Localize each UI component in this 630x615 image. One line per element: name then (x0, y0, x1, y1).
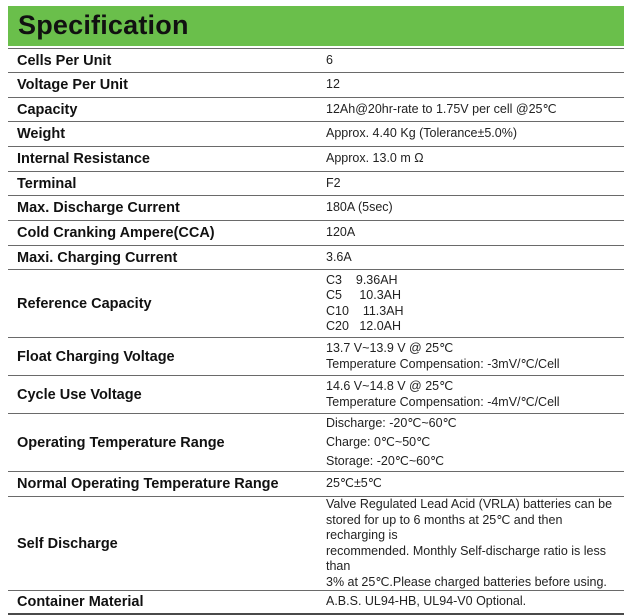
spec-table (8, 48, 624, 615)
value-line: 6 (326, 52, 333, 67)
row-label: Cells Per Unit (8, 49, 317, 73)
row-label: Reference Capacity (8, 270, 317, 338)
row-value (317, 172, 624, 196)
value-line: F2 (326, 175, 341, 190)
row-label: Container Material (8, 591, 317, 614)
table-row (8, 221, 624, 246)
row-label: Voltage Per Unit (8, 73, 317, 98)
row-value (317, 338, 624, 376)
row-label: Cycle Use Voltage (8, 376, 317, 414)
row-value (317, 472, 624, 497)
value-line: Storage: -20℃~60℃ (326, 454, 445, 468)
row-value (317, 73, 624, 98)
value-line: recommended. Monthly Self-discharge ratio is less than (326, 543, 606, 573)
table-row (8, 196, 624, 221)
spec-header (8, 6, 624, 46)
table-row (8, 246, 624, 270)
row-label: Weight (8, 122, 317, 147)
value-line: Discharge: -20℃~60℃ (326, 416, 457, 430)
row-value (317, 414, 624, 472)
value-line: Temperature Compensation: -3mV/℃/Cell (326, 356, 560, 371)
table-row (8, 172, 624, 196)
value-line: 3.6A (326, 249, 352, 264)
row-label: Terminal (8, 172, 317, 196)
row-label: Capacity (8, 98, 317, 122)
table-row (8, 414, 624, 472)
row-label: Self Discharge (8, 497, 317, 591)
row-value (317, 196, 624, 221)
row-label: Cold Cranking Ampere(CCA) (8, 221, 317, 246)
value-line: C10 11.3AH (326, 303, 404, 318)
table-row (8, 472, 624, 497)
row-value (317, 246, 624, 270)
value-line: 13.7 V~13.9 V @ 25℃ (326, 341, 454, 355)
value-line: Charge: 0℃~50℃ (326, 435, 431, 449)
value-line: Approx. 4.40 Kg (Tolerance±5.0%) (326, 126, 517, 141)
row-label: Max. Discharge Current (8, 196, 317, 221)
value-line: C5 10.3AH (326, 288, 402, 302)
row-label: Internal Resistance (8, 147, 317, 172)
value-line: 180A (5sec) (326, 200, 393, 215)
table-row (8, 147, 624, 172)
value-line: C20 12.0AH (326, 319, 402, 333)
table-row (8, 98, 624, 122)
value-line: stored for up to 6 months at 25℃ and then recharging is (326, 512, 563, 542)
row-value (317, 376, 624, 414)
value-line: 12 (326, 77, 340, 92)
row-value (317, 147, 624, 172)
table-row (8, 49, 624, 73)
value-line: C3 9.36AH (326, 272, 398, 287)
row-value (317, 221, 624, 246)
row-label: Float Charging Voltage (8, 338, 317, 376)
table-row (8, 591, 624, 614)
row-value (317, 270, 624, 338)
row-label: Maxi. Charging Current (8, 246, 317, 270)
value-line: A.B.S. UL94-HB, UL94-V0 Optional. (326, 594, 527, 608)
page-title: Specification (18, 10, 189, 40)
value-line: 25℃±5℃ (326, 476, 382, 491)
value-line: 12Ah@20hr-rate to 1.75V per cell @25℃ (326, 101, 557, 116)
row-label: Operating Temperature Range (8, 414, 317, 472)
table-row (8, 338, 624, 376)
table-row (8, 270, 624, 338)
table-row (8, 497, 624, 591)
row-value (317, 98, 624, 122)
value-line: 14.6 V~14.8 V @ 25℃ (326, 379, 454, 393)
row-value (317, 49, 624, 73)
row-value (317, 497, 624, 591)
table-row (8, 122, 624, 147)
table-row (8, 376, 624, 414)
value-line: 3% at 25℃.Please charged batteries before using. (326, 574, 607, 589)
value-line: Approx. 13.0 m Ω (326, 151, 424, 166)
table-row (8, 73, 624, 98)
row-label: Normal Operating Temperature Range (8, 472, 317, 497)
value-line: Temperature Compensation: -4mV/℃/Cell (326, 394, 560, 409)
row-value (317, 591, 624, 614)
row-value (317, 122, 624, 147)
value-line: 120A (326, 225, 356, 240)
value-line: Valve Regulated Lead Acid (VRLA) batteries can be (326, 497, 613, 511)
